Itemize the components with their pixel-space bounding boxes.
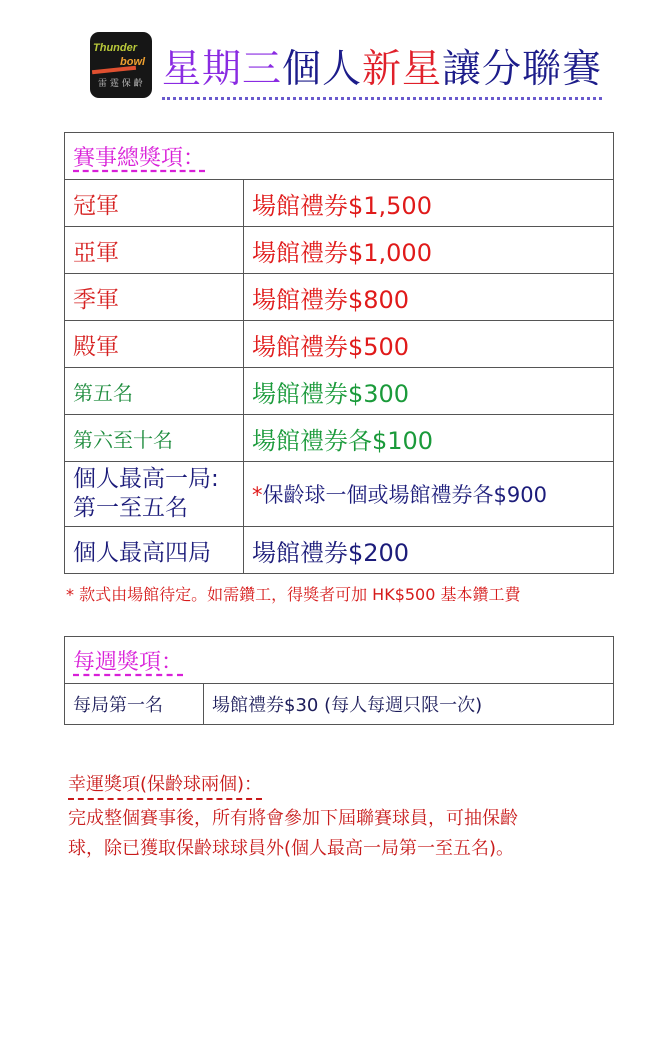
prize-value: 場館禮券$30 (每人每週只限一次): [204, 684, 614, 725]
rank-cell: [65, 274, 244, 321]
logo-text-thunder: Thunder: [93, 42, 137, 54]
prize-cell: [244, 368, 614, 415]
rank-label: 冠軍: [73, 192, 119, 219]
title-part-weekday: 星期三: [162, 47, 283, 92]
prize-cell: [244, 415, 614, 462]
rank-label-line2: 第一至五名: [73, 495, 188, 521]
rank-cell: [65, 321, 244, 368]
lucky-prize-title: 幸運獎項(保齡球兩個)：: [68, 770, 262, 800]
rank-label: 個人最高四局: [73, 539, 211, 566]
prize-value: 場館禮券$300: [252, 379, 410, 408]
footnote: * 款式由場館待定。如需鑽工，得獎者可加 HK$500 基本鑽工費: [66, 585, 521, 604]
header: [90, 32, 602, 104]
table-row: [65, 321, 614, 368]
table-row: [65, 274, 614, 321]
rank-cell: [65, 415, 244, 462]
title-part-individual: 個人: [282, 47, 363, 92]
prize-value: 場館禮券$500: [252, 332, 410, 361]
prize-value: 場館禮券各$100: [252, 426, 434, 455]
prize-value: 場館禮券$1,000: [252, 238, 432, 267]
prize-cell: [244, 180, 614, 227]
prize-cell: [244, 527, 614, 574]
prize-cell: [244, 227, 614, 274]
table-row: [65, 684, 614, 725]
rank-label: 第六至十名: [73, 427, 173, 452]
prize-cell: [244, 321, 614, 368]
rank-cell: [65, 368, 244, 415]
overall-prizes-heading-cell: [65, 133, 614, 180]
rank-cell: [65, 462, 244, 527]
title-part-league: 讓分聯賽: [442, 47, 603, 92]
prize-value: 場館禮券$1,500: [252, 191, 432, 220]
weekly-prizes-heading: 每週獎項：: [73, 649, 184, 675]
prize-cell: [244, 462, 614, 527]
lucky-prize-section: [68, 770, 588, 864]
lucky-prize-description: [68, 804, 588, 864]
prize-cell: [244, 274, 614, 321]
rank-label: 季軍: [73, 286, 119, 313]
prize-value: 場館禮券$200: [252, 538, 410, 567]
weekly-prizes-heading-cell: [65, 637, 614, 684]
prize-value: 保齡球一個或場館禮券各$900: [262, 483, 547, 507]
overall-prizes-table: [64, 132, 614, 574]
prize-value: 場館禮券$800: [252, 285, 410, 314]
lucky-prize-line1: 完成整個賽事後，所有將會參加下屆聯賽球員，可抽保齡: [68, 808, 518, 829]
table-row: [65, 462, 614, 527]
rank-cell: [65, 227, 244, 274]
table-row: [65, 180, 614, 227]
logo-text-bowl: bowl: [120, 56, 146, 68]
title-underline: [162, 97, 602, 100]
rank-cell: [65, 180, 244, 227]
weekly-prizes-table: [64, 636, 614, 725]
rank-cell: [65, 527, 244, 574]
table-row: [65, 227, 614, 274]
logo-text-chinese: 雷 霆 保 齡: [98, 79, 143, 89]
overall-prizes-heading: 賽事總獎項：: [73, 145, 206, 171]
rank-label: 第五名: [73, 380, 133, 405]
asterisk-mark: *: [252, 483, 263, 507]
rank-label: 殿軍: [73, 333, 119, 360]
rank-label: 亞軍: [73, 239, 119, 266]
table-row: [65, 415, 614, 462]
thunder-bowl-logo: [90, 32, 152, 98]
rank-label: 每局第一名: [65, 684, 204, 725]
page-title: [162, 38, 602, 94]
lucky-prize-line2: 球，除已獲取保齡球球員外(個人最高一局第一至五名)。: [68, 838, 515, 859]
rank-label-line1: 個人最高一局:: [73, 466, 219, 492]
table-row: [65, 368, 614, 415]
title-part-newstar: 新星: [362, 47, 443, 92]
table-row: [65, 527, 614, 574]
